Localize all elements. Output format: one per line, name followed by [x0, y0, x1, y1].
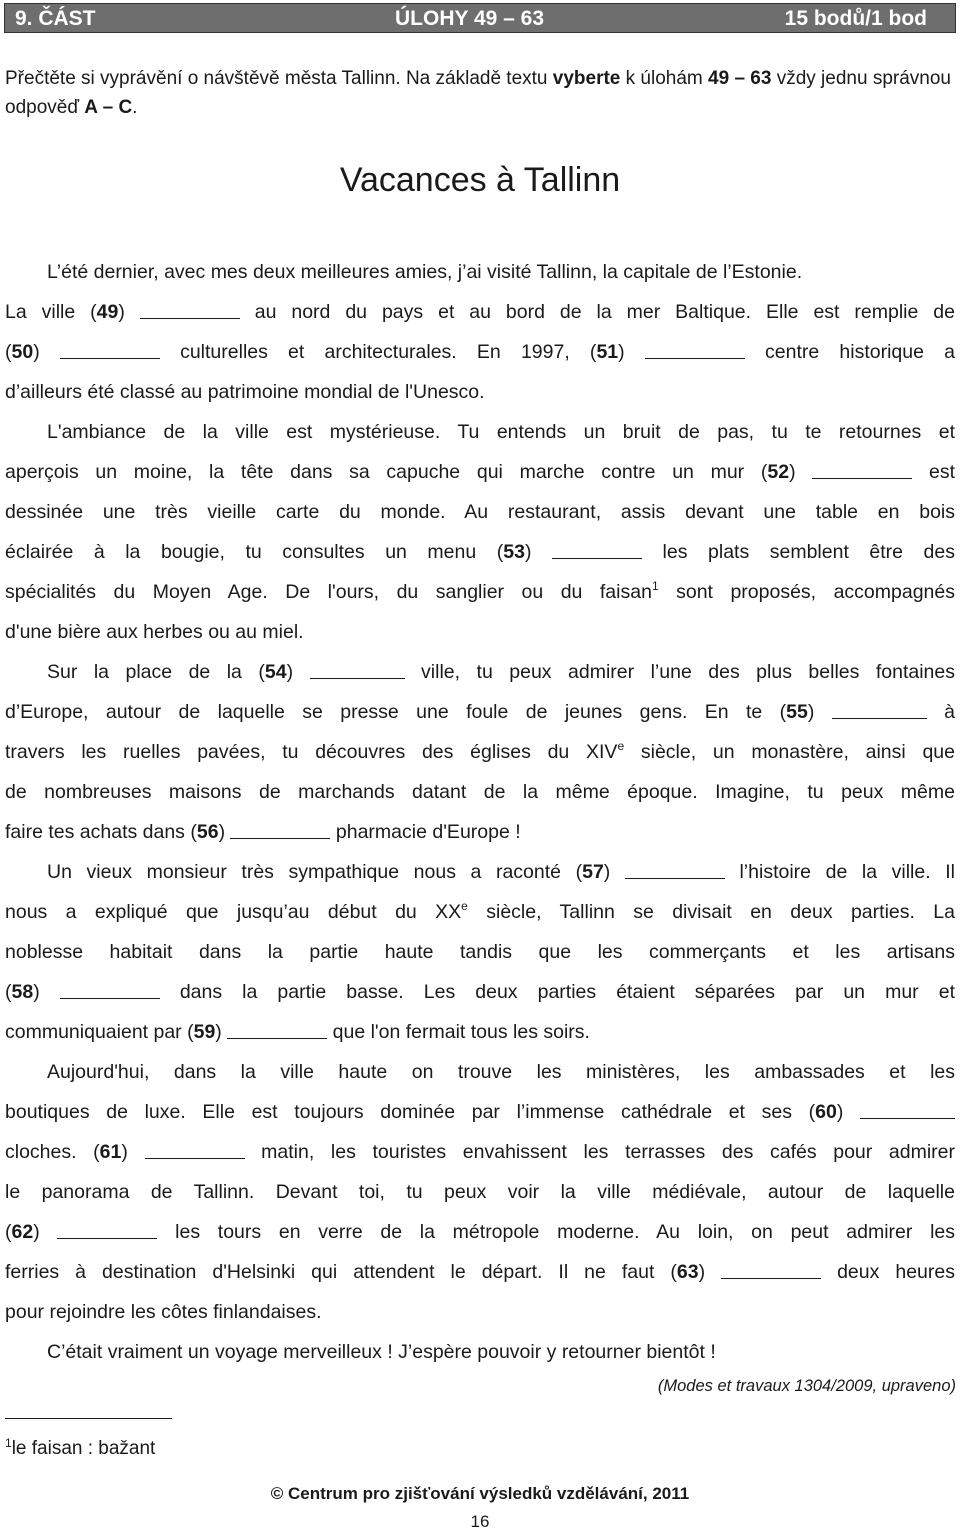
text-run: ( [5, 981, 12, 1003]
section-tasks: ÚLOHY 49 – 63 [395, 7, 545, 30]
text-run: au nord du pays et au bord de la mer Baltique. Elle est remplie de [239, 301, 955, 323]
instructions [5, 64, 955, 122]
text-run: de nombreuses maisons de marchands datant de la même époque. Imagine, tu peux même [5, 781, 955, 803]
document-title: Vacances à Tallinn [339, 161, 621, 199]
text-run: centre historique a [744, 341, 955, 363]
copyright-footer: © Centrum pro zjišťování výsledků vzdělávání, 2011 [270, 1484, 690, 1503]
section-header-bar [4, 3, 956, 33]
text-run: siècle, Tallinn se divisait en deux parties. La [467, 901, 955, 923]
text-run: communiquaient par ( [5, 1021, 194, 1043]
text-run: le panorama de Tallinn. Devant toi, tu peux voir la ville médiévale, autour de laquelle [5, 1181, 955, 1203]
text-run: ) [603, 861, 625, 883]
answer-blank [230, 838, 330, 839]
text-line [5, 812, 955, 852]
text-line [5, 372, 955, 412]
answer-blank [60, 358, 160, 359]
source-citation: (Modes et travaux 1304/2009, upraveno) [657, 1377, 956, 1395]
instruction-text: vždy jednu správnou odpověď [5, 68, 951, 118]
text-line [5, 292, 955, 332]
text-line [5, 852, 955, 892]
gap-number: 59 [193, 1021, 216, 1043]
text-line [5, 1012, 955, 1052]
text-run: travers les ruelles pavées, tu découvres des églises du XIV [5, 741, 618, 763]
answer-blank [57, 1238, 157, 1239]
text-line [5, 452, 955, 492]
text-line [5, 252, 955, 292]
instruction-text: . [132, 97, 138, 118]
gap-number: 52 [767, 461, 790, 483]
text-run: spécialités du Moyen Age. De l'ours, du sanglier ou du faisan [5, 581, 652, 603]
gap-number: 50 [11, 341, 34, 363]
answer-blank [227, 1038, 327, 1039]
gap-number: 60 [815, 1101, 837, 1123]
answer-blank [140, 318, 240, 319]
text-run: boutiques de luxe. Elle est toujours dominée par l’immense cathédrale et ses ( [5, 1101, 816, 1123]
text-run: les plats semblent être des [642, 541, 956, 563]
answer-blank [721, 1278, 821, 1279]
text-line [5, 1292, 955, 1332]
instruction-text: k úlohám [620, 68, 709, 89]
text-run: cloches. ( [5, 1141, 100, 1163]
superscript: e [617, 739, 625, 753]
text-line [5, 1132, 955, 1172]
answer-blank [145, 1158, 245, 1159]
gap-number: 62 [11, 1221, 34, 1243]
text-run: ( [5, 1221, 12, 1243]
text-line [5, 1332, 955, 1372]
answer-blank [645, 358, 745, 359]
instruction-options: A – C [84, 97, 133, 118]
text-run: ) [698, 1261, 722, 1283]
text-run: ) [618, 341, 645, 363]
text-run: C’était vraiment un voyage merveilleux ! J’espère pouvoir y retourner bientôt ! [47, 1341, 716, 1363]
text-run: matin, les touristes envahissent les terrasses des cafés pour admirer [244, 1141, 955, 1163]
answer-blank [625, 878, 725, 879]
text-run: ) [33, 1221, 58, 1243]
text-run: ) [218, 821, 231, 843]
text-run: ) [118, 301, 140, 323]
answer-blank [860, 1118, 955, 1119]
text-line [5, 1252, 955, 1292]
text-line [5, 412, 955, 452]
text-run: dans la partie basse. Les deux parties étaient séparées par un mur et [159, 981, 955, 1003]
gap-number: 56 [196, 821, 219, 843]
text-run: ) [215, 1021, 228, 1043]
footnote-text: le faisan : bažant [11, 1438, 156, 1459]
text-run: pharmacie d'Europe ! [330, 821, 521, 843]
text-run: aperçois un moine, la tête dans sa capuche qui marche contre un mur ( [5, 461, 768, 483]
text-line [5, 932, 955, 972]
text-run: dessinée une très vieille carte du monde. Au restaurant, assis devant une table en bois [5, 501, 955, 523]
text-run: les tours en verre de la métropole moderne. Au loin, on peut admirer les [157, 1221, 955, 1243]
text-run: ) [33, 341, 60, 363]
gap-number: 51 [596, 341, 619, 363]
text-line [5, 972, 955, 1012]
gap-number: 55 [786, 701, 808, 723]
section-points: 15 bodů/1 bod [784, 7, 927, 30]
text-run: Aujourd'hui, dans la ville haute on trouve les ministères, les ambassades et les [47, 1061, 955, 1083]
instruction-range: 49 – 63 [708, 68, 772, 89]
gap-number: 53 [503, 541, 525, 563]
text-run: d’Europe, autour de laquelle se presse une foule de jeunes gens. En te ( [5, 701, 787, 723]
text-run: ) [807, 701, 832, 723]
text-run: deux heures [821, 1261, 955, 1283]
footnote [5, 1438, 155, 1460]
text-run: siècle, un monastère, ainsi que [624, 741, 955, 763]
text-line [5, 1212, 955, 1252]
text-line [5, 652, 955, 692]
gap-number: 63 [676, 1261, 699, 1283]
text-run: est [912, 461, 955, 483]
answer-blank [552, 558, 642, 559]
reading-text [5, 252, 955, 1372]
text-run: d'une bière aux herbes ou au miel. [5, 621, 304, 643]
text-run: ) [789, 461, 813, 483]
section-part: 9. ČÁST [15, 7, 96, 30]
text-line [5, 1172, 955, 1212]
answer-blank [310, 678, 405, 679]
text-run: ) [524, 541, 552, 563]
text-line [5, 572, 955, 612]
text-run: nous a expliqué que jusqu’au début du XX [5, 901, 462, 923]
text-run: noblesse habitait dans la partie haute tandis que les commerçants et les artisans [5, 941, 955, 963]
text-line [5, 1052, 955, 1092]
text-line [5, 772, 955, 812]
text-run: ) [33, 981, 60, 1003]
text-line [5, 532, 955, 572]
text-run: L'ambiance de la ville est mystérieuse. Tu entends un bruit de pas, tu te retournes et [47, 421, 955, 443]
text-run: ) [121, 1141, 145, 1163]
answer-blank [832, 718, 927, 719]
text-line [5, 332, 955, 372]
text-line [5, 612, 955, 652]
text-run: ville, tu peux admirer l’une des plus belles fontaines [404, 661, 955, 683]
footnote-separator [5, 1418, 172, 1419]
text-run: Sur la place de la ( [47, 661, 265, 683]
text-line [5, 492, 955, 532]
text-run: faire tes achats dans ( [5, 821, 197, 843]
superscript: 1 [651, 579, 659, 593]
text-run: d’ailleurs été classé au patrimoine mondial de l'Unesco. [5, 381, 485, 403]
text-line [5, 732, 955, 772]
superscript: e [461, 899, 468, 913]
gap-number: 49 [96, 301, 119, 323]
text-run: La ville ( [5, 301, 97, 323]
answer-blank [60, 998, 160, 999]
text-run: ) [836, 1101, 860, 1123]
text-run: à [926, 701, 956, 723]
gap-number: 61 [99, 1141, 122, 1163]
text-run: l’histoire de la ville. Il [724, 861, 955, 883]
gap-number: 57 [582, 861, 604, 883]
text-run: culturelles et architecturales. En 1997, ( [159, 341, 597, 363]
text-line [5, 892, 955, 932]
footnote-number: 1 [5, 1436, 12, 1450]
text-line [5, 1092, 955, 1132]
text-run: que l'on fermait tous les soirs. [327, 1021, 590, 1043]
text-run: Un vieux monsieur très sympathique nous a raconté ( [47, 861, 583, 883]
gap-number: 58 [11, 981, 34, 1003]
text-run: ( [5, 341, 12, 363]
answer-blank [812, 478, 912, 479]
gap-number: 54 [264, 661, 287, 683]
text-run: L’été dernier, avec mes deux meilleures amies, j’ai visité Tallinn, la capitale de l’Estonie. [47, 261, 803, 283]
instruction-emphasis: vyberte [552, 68, 621, 89]
text-run: pour rejoindre les côtes finlandaises. [5, 1301, 322, 1323]
text-run: ferries à destination d'Helsinki qui attendent le départ. Il ne faut ( [5, 1261, 677, 1283]
text-run: éclairée à la bougie, tu consultes un menu ( [5, 541, 504, 563]
text-line [5, 692, 955, 732]
text-run: sont proposés, accompagnés [658, 581, 955, 603]
page-number: 16 [470, 1512, 490, 1531]
instruction-text: Přečtěte si vyprávění o návštěvě města Tallinn. Na základě textu [5, 68, 553, 89]
text-run: ) [286, 661, 310, 683]
